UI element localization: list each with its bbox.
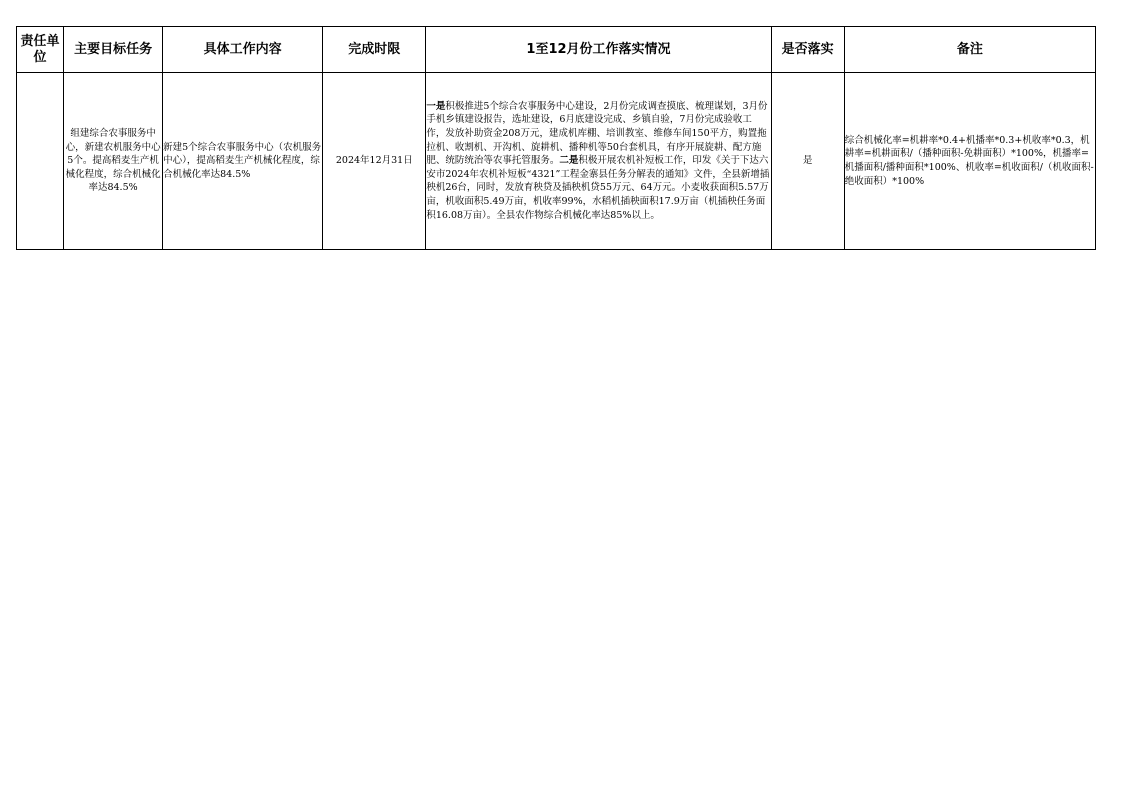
- header-responsible-unit: 责任单位: [17, 27, 64, 73]
- header-main-task: 主要目标任务: [64, 27, 163, 73]
- header-deadline: 完成时限: [323, 27, 426, 73]
- cell-implemented: 是: [771, 73, 844, 250]
- progress-lead-first: 一是: [426, 100, 446, 112]
- table-row: [17, 73, 1096, 250]
- header-implemented: 是否落实: [771, 27, 844, 73]
- progress-text-first: 积极推进5个综合农事服务中心建设，2月份完成调查摸底、梳理谋划，3月份手机乡镇建设报告，选址建设，6月底建设完成、乡镇自验，7月份完成验收工作，发放补助资金208万元，建成机库棚、培训教室、维修车间150平方，购置拖拉机、收割机、开沟机、旋耕机、播种机等50台套机具，有序开展旋耕、配方施肥、统防统治等农事托管服务。: [426, 100, 768, 167]
- header-notes: 备注: [844, 27, 1095, 73]
- header-progress: 1至12月份工作落实情况: [426, 27, 771, 73]
- header-work-content: 具体工作内容: [163, 27, 323, 73]
- cell-main-task: 组建综合农事服务中心，新建农机服务中心5个。提高稻麦生产机械化程度，综合机械化率达84.5%: [64, 73, 163, 250]
- cell-deadline: 2024年12月31日: [323, 73, 426, 250]
- cell-progress: [426, 73, 771, 250]
- progress-lead-second: 二是: [559, 155, 579, 167]
- progress-text-second: 积极开展农机补短板工作，印发《关于下达六安市2024年农机补短板“4321”工程金寨县任务分解表的通知》文件，全县新增插秧机26台，同时，发放育秧贷及插秧机贷55万元、64万元。小麦收获面积5.57万亩，机收面积5.49万亩，机收率99%，水稻机插秧面积17.9万亩（机插秧任务面积16.08万亩）。全县农作物综合机械化率达85%以上。: [426, 155, 770, 221]
- cell-work-content: 新建5个综合农事服务中心（农机服务中心），提高稻麦生产机械化程度，综合机械化率达84.5%: [163, 73, 323, 250]
- cell-responsible-unit: [17, 73, 64, 250]
- task-table: [16, 26, 1096, 250]
- header-row: [17, 27, 1096, 73]
- cell-notes: 综合机械化率=机耕率*0.4+机播率*0.3+机收率*0.3，机耕率=机耕面积/（播种面积-免耕面积）*100%，机播率=机播面积/播种面积*100%、机收率=机收面积/（机收面积-绝收面积）*100%: [844, 73, 1095, 250]
